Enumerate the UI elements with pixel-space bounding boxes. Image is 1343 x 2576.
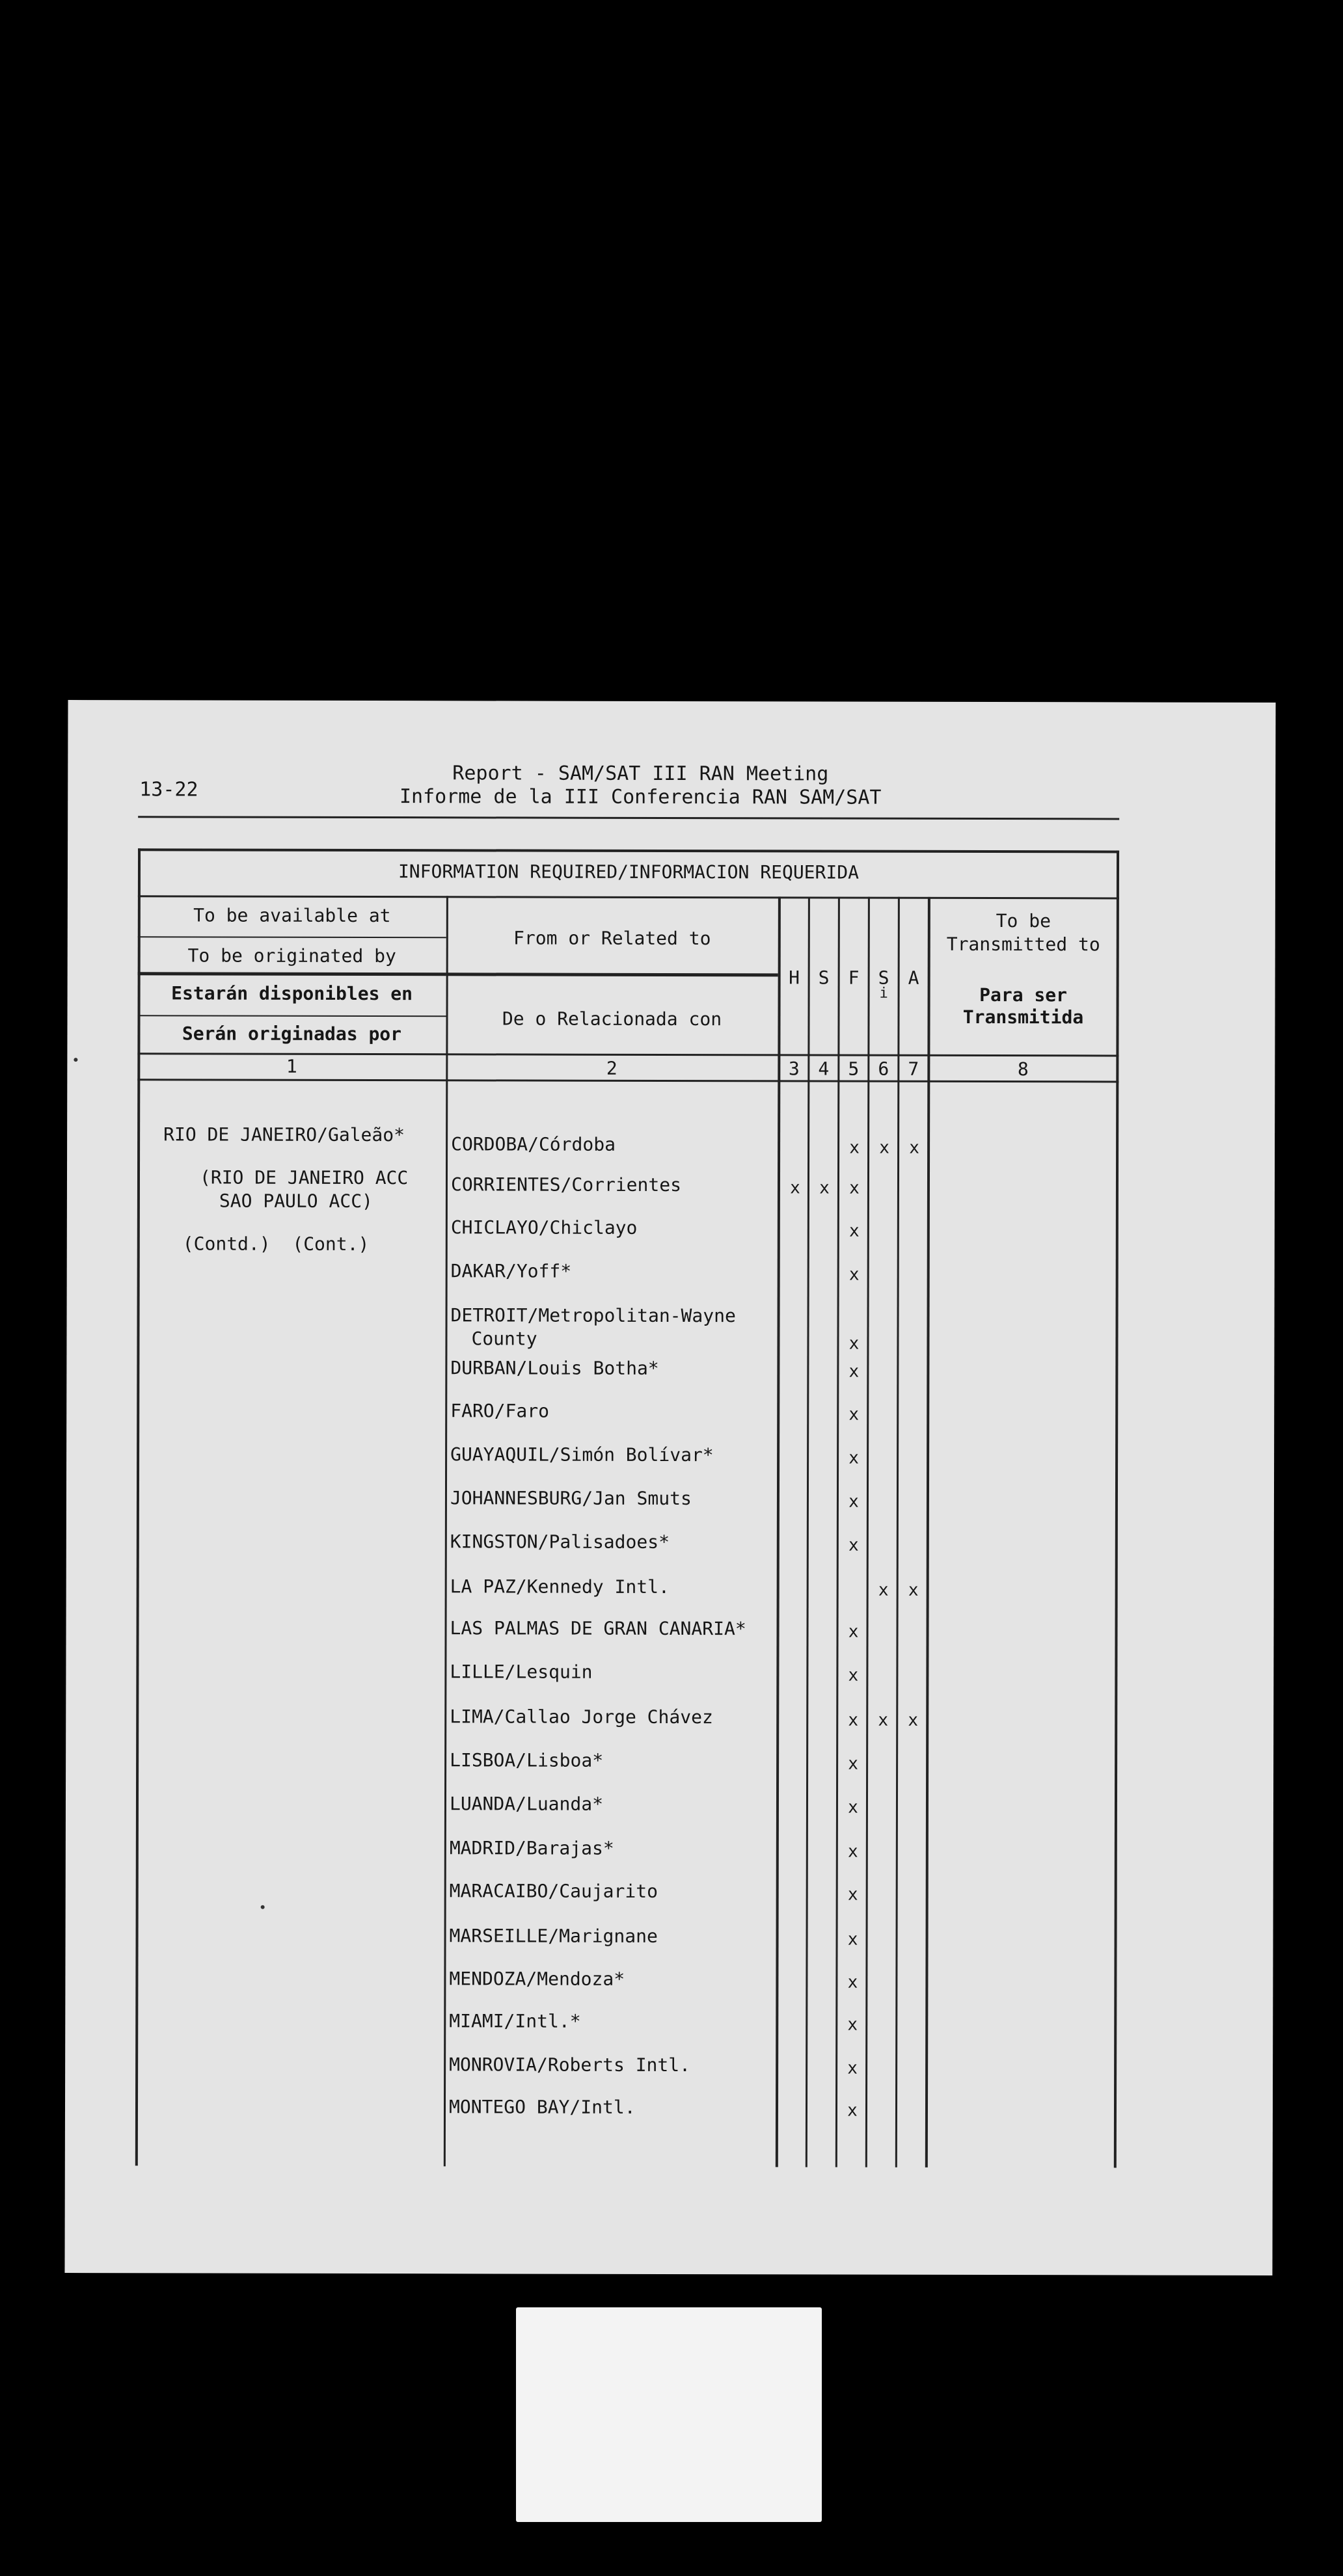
mark-col-5: x	[847, 1929, 858, 1950]
station-name: CORRIENTES/Corrientes	[450, 1174, 682, 1196]
station-name: GUAYAQUIL/Simón Bolívar*	[450, 1443, 714, 1466]
mark-col-5: x	[848, 1797, 858, 1818]
col-divider-2	[776, 896, 781, 2167]
mark-col-5: x	[847, 1842, 858, 1862]
page-number: 13-22	[139, 778, 198, 801]
mark-col-5: x	[849, 1138, 860, 1158]
station-name: LIMA/Callao Jorge Chávez	[450, 1706, 713, 1728]
col1-en-originated: To be originated by	[187, 945, 396, 967]
page-title	[328, 762, 953, 810]
mark-col-7: x	[908, 1710, 919, 1730]
mark-col-5: x	[847, 1972, 858, 1992]
station-name: MONROVIA/Roberts Intl.	[449, 2054, 691, 2076]
table-right-border	[1114, 850, 1119, 2167]
col-number-2: 2	[606, 1057, 617, 1079]
col1-rule-2	[138, 972, 446, 976]
station-name: DETROIT/Metropolitan-Wayne	[450, 1304, 736, 1327]
col-divider-1	[444, 896, 448, 2166]
station-name: MIAMI/Intl.*	[449, 2010, 581, 2032]
col-number-8: 8	[1017, 1058, 1029, 1080]
mark-col-5: x	[847, 2058, 858, 2078]
mark-col-5: x	[847, 1885, 858, 1905]
col8-es-1: Para ser	[979, 984, 1068, 1006]
station-name: LISBOA/Lisboa*	[450, 1749, 604, 1771]
mark-col-5: x	[848, 1665, 859, 1685]
station-name: MENDOZA/Mendoza*	[449, 1968, 625, 1990]
mark-col-5: x	[848, 1362, 860, 1382]
station-name: LUANDA/Luanda*	[449, 1793, 604, 1815]
col8-en-2: Transmitted to	[946, 933, 1100, 956]
mark-col-5: x	[848, 1334, 860, 1354]
header-rule	[138, 816, 1119, 820]
col1-rule-1	[138, 936, 446, 938]
station-name: MARSEILLE/Marignane	[449, 1925, 658, 1947]
mark-col-5: x	[848, 1622, 859, 1642]
mark-col-6: x	[878, 1580, 889, 1600]
station-name: MADRID/Barajas*	[449, 1837, 614, 1859]
col-number-4: 4	[818, 1058, 830, 1080]
col1-es-available: Estarán disponibles en	[171, 982, 413, 1005]
information-table	[135, 848, 1119, 2167]
originator-acc-1: (RIO DE JANEIRO ACC	[199, 1166, 409, 1189]
mark-col-5: x	[848, 1221, 860, 1241]
mark-col-5: x	[849, 1178, 860, 1198]
col2-es: De o Relacionada con	[502, 1008, 722, 1030]
station-name: MONTEGO BAY/Intl.	[448, 2096, 636, 2118]
mark-col-5: x	[848, 1754, 858, 1774]
col-number-5: 5	[848, 1058, 860, 1080]
col-number-7: 7	[908, 1058, 919, 1080]
table-top-border	[138, 848, 1119, 853]
paper-speck	[261, 1905, 265, 1909]
col2-rule	[446, 973, 778, 976]
originator-name: RIO DE JANEIRO/Galeão*	[163, 1123, 405, 1146]
col8-en-1: To be	[996, 910, 1051, 932]
col-divider-7	[925, 897, 930, 2167]
main-header: INFORMATION REQUIRED/INFORMACION REQUERIDA	[398, 861, 860, 883]
station-name: DAKAR/Yoff*	[450, 1260, 572, 1282]
mark-col-5: x	[848, 1535, 859, 1555]
col-divider-6	[895, 897, 900, 2167]
main-header-rule	[138, 895, 1119, 899]
station-name: CHICLAYO/Chiclayo	[450, 1216, 638, 1239]
col-number-1: 1	[286, 1055, 297, 1077]
station-name: MARACAIBO/Caujarito	[449, 1880, 658, 1902]
code-si	[870, 967, 898, 1010]
station-name-continued: County	[471, 1328, 537, 1350]
station-name: CORDOBA/Córdoba	[451, 1133, 616, 1155]
originator-continued: (Contd.) (Cont.)	[182, 1233, 370, 1255]
code-si-letter: S	[878, 967, 889, 989]
mark-col-3: x	[790, 1178, 800, 1198]
station-name: JOHANNESBURG/Jan Smuts	[450, 1487, 692, 1510]
mark-col-6: x	[878, 1710, 889, 1730]
mark-col-6: x	[879, 1138, 889, 1158]
code-s: S	[818, 967, 830, 989]
station-name: LILLE/Lesquin	[450, 1661, 593, 1683]
station-name: DURBAN/Louis Botha*	[450, 1357, 659, 1379]
col2-en: From or Related to	[513, 927, 711, 950]
col1-es-originated: Serán originadas por	[182, 1023, 402, 1045]
col-divider-3	[806, 896, 810, 2167]
title-spanish: Informe de la III Conferencia RAN SAM/SAT	[399, 785, 882, 809]
station-name: LAS PALMAS DE GRAN CANARIA*	[450, 1617, 746, 1640]
station-name: LA PAZ/Kennedy Intl.	[450, 1576, 670, 1598]
mark-col-5: x	[847, 2015, 858, 2035]
col1-en-available: To be available at	[193, 904, 391, 927]
mark-col-5: x	[848, 1492, 859, 1512]
code-si-sub: i	[879, 985, 888, 1002]
col8-es-2: Transmitida	[962, 1006, 1084, 1028]
station-name: KINGSTON/Palisadoes*	[450, 1531, 670, 1553]
col1-rule-3	[138, 1015, 446, 1017]
mark-col-5: x	[848, 1448, 859, 1468]
document-page	[64, 700, 1275, 2275]
mark-col-5: x	[848, 1265, 860, 1285]
paper-speck	[74, 1058, 77, 1062]
code-a: A	[908, 967, 919, 989]
code-f: F	[848, 967, 860, 989]
blank-paper-slip	[516, 2307, 822, 2522]
mark-col-5: x	[848, 1404, 860, 1425]
title-english: Report - SAM/SAT III RAN Meeting	[452, 762, 829, 786]
mark-col-4: x	[819, 1178, 830, 1198]
code-h: H	[789, 967, 800, 989]
mark-col-5: x	[847, 2100, 858, 2121]
mark-col-7: x	[909, 1138, 919, 1158]
originator-acc-2: SAO PAULO ACC)	[219, 1190, 373, 1213]
col-number-6: 6	[878, 1058, 889, 1080]
table-left-border	[135, 848, 141, 2166]
mark-col-5: x	[848, 1710, 859, 1730]
mark-col-7: x	[908, 1580, 919, 1600]
station-name: FARO/Faro	[450, 1400, 549, 1422]
col-number-3: 3	[788, 1058, 800, 1080]
